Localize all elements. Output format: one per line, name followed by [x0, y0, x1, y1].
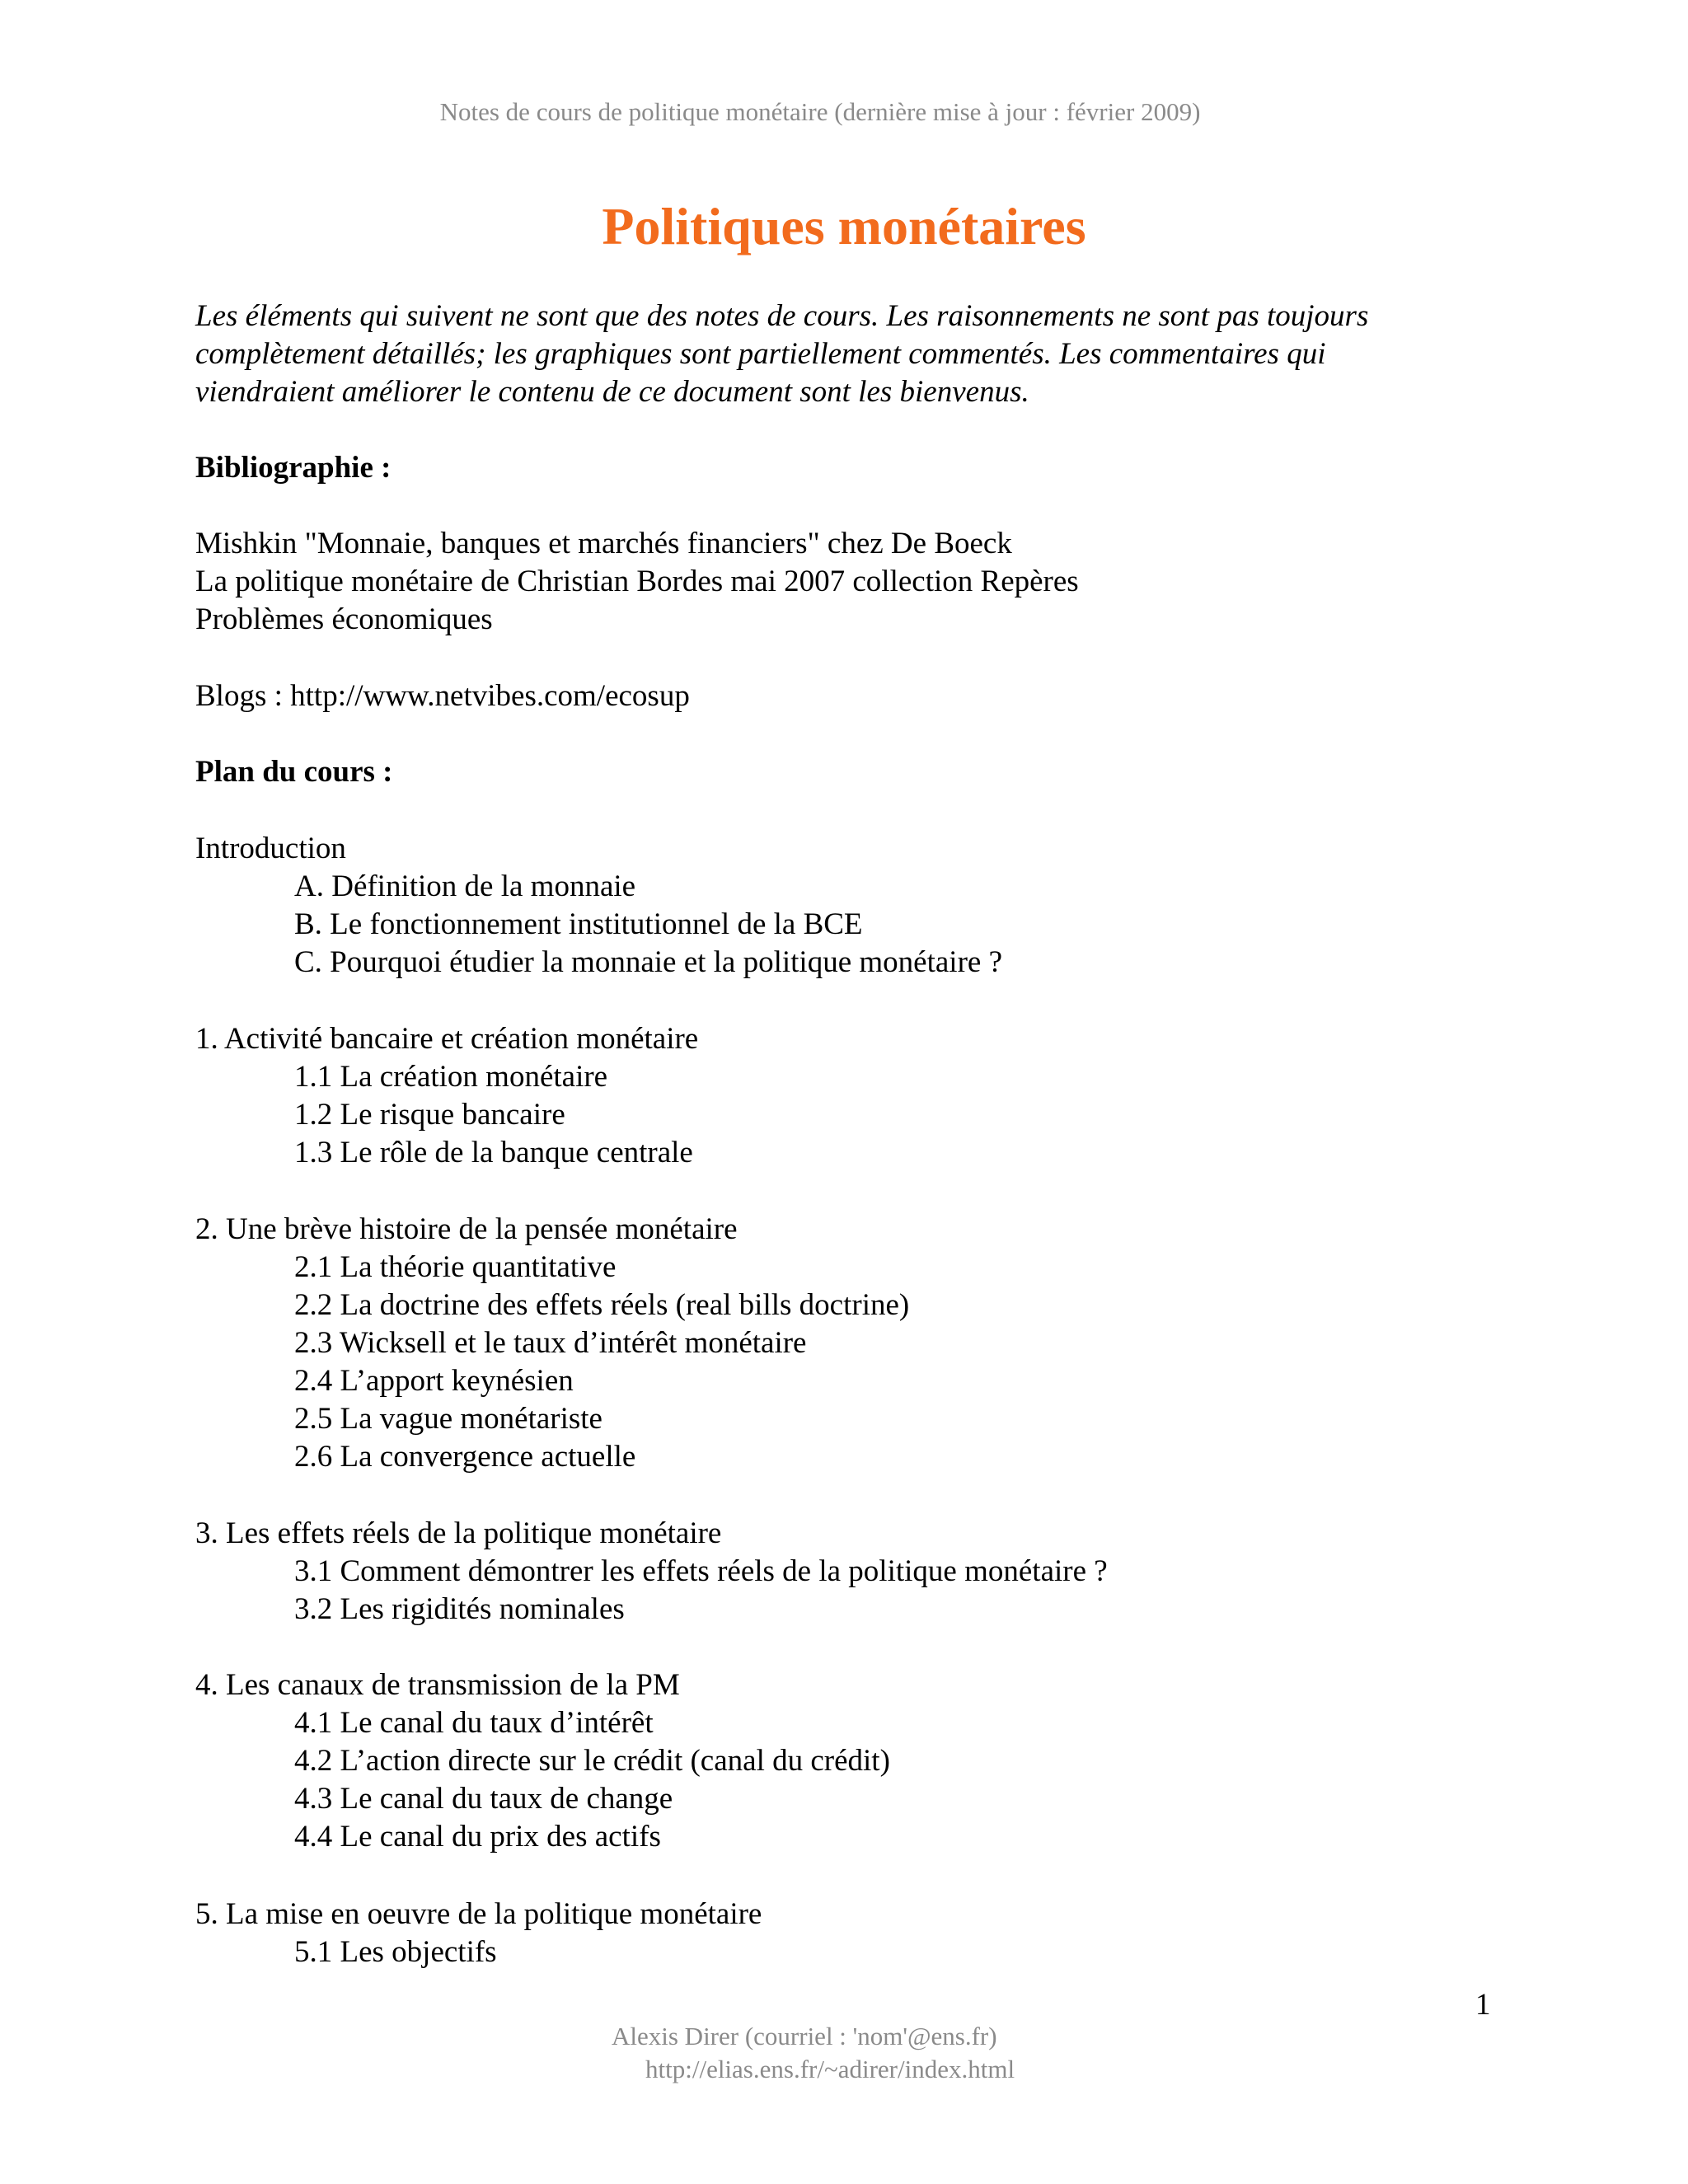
plan-item: 4.3 Le canal du taux de change — [294, 1782, 673, 1816]
plan-item: 2.3 Wicksell et le taux d’intérêt monétaire — [294, 1326, 807, 1360]
bibliography-heading: Bibliographie : — [195, 451, 392, 485]
footer-author: Alexis Direr (courriel : 'nom'@ens.fr) — [612, 2022, 997, 2050]
plan-item: 2.4 L’apport keynésien — [294, 1364, 574, 1398]
plan-item: 4.2 L’action directe sur le crédit (canal du crédit) — [294, 1744, 890, 1778]
plan-item: 5.1 Les objectifs — [294, 1935, 497, 1969]
plan-section-title: Introduction — [195, 832, 346, 865]
page-number: 1 — [1475, 1988, 1491, 2022]
document-title: Politiques monétaires — [602, 197, 1086, 255]
blogs-link: Blogs : http://www.netvibes.com/ecosup — [195, 679, 690, 713]
plan-section-title: 2. Une brève histoire de la pensée monétaire — [195, 1212, 738, 1246]
intro-note-line: complètement détaillés; les graphiques sont partiellement commentés. Les commentaires qui — [195, 337, 1326, 371]
intro-note-line: Les éléments qui suivent ne sont que des notes de cours. Les raisonnements ne sont pas toujours — [195, 299, 1369, 333]
plan-section-3 — [195, 1515, 1108, 1629]
bibliography-list — [195, 525, 1079, 639]
plan-item: B. Le fonctionnement institutionnel de la BCE — [294, 907, 863, 941]
plan-section-title: 4. Les canaux de transmission de la PM — [195, 1668, 680, 1702]
plan-section-title: 1. Activité bancaire et création monétaire — [195, 1022, 699, 1056]
plan-item: 2.2 La doctrine des effets réels (real bills doctrine) — [294, 1288, 910, 1322]
plan-item: 2.5 La vague monétariste — [294, 1402, 603, 1436]
plan-section-5 — [195, 1896, 762, 1971]
blogs-line — [195, 677, 690, 715]
plan-item: 2.6 La convergence actuelle — [294, 1440, 636, 1474]
bibliography-item: Mishkin "Monnaie, banques et marchés financiers" chez De Boeck — [195, 527, 1012, 560]
plan-item: 3.1 Comment démontrer les effets réels de la politique monétaire ? — [294, 1554, 1108, 1588]
plan-item: 3.2 Les rigidités nominales — [294, 1592, 625, 1626]
intro-note-line: viendraient améliorer le contenu de ce document sont les bienvenus. — [195, 375, 1029, 409]
plan-section-title: 5. La mise en oeuvre de la politique monétaire — [195, 1897, 762, 1931]
bibliography-item: Problèmes économiques — [195, 602, 493, 636]
plan-section-2 — [195, 1211, 909, 1476]
intro-note — [195, 298, 1531, 411]
footer-url: http://elias.ens.fr/~adirer/index.html — [645, 2055, 1015, 2083]
bibliography-item: La politique monétaire de Christian Bordes mai 2007 collection Repères — [195, 565, 1079, 598]
plan-item: 1.1 La création monétaire — [294, 1060, 608, 1094]
plan-item: 1.3 Le rôle de la banque centrale — [294, 1136, 693, 1169]
plan-item: 4.1 Le canal du taux d’intérêt — [294, 1706, 654, 1740]
plan-section-1 — [195, 1020, 698, 1172]
plan-item: A. Définition de la monnaie — [294, 869, 636, 903]
plan-item: 2.1 La théorie quantitative — [294, 1250, 617, 1284]
plan-item: 1.2 Le risque bancaire — [294, 1098, 565, 1132]
plan-section-introduction — [195, 830, 1002, 982]
plan-section-4 — [195, 1666, 890, 1856]
plan-item: C. Pourquoi étudier la monnaie et la politique monétaire ? — [294, 945, 1002, 979]
plan-heading: Plan du cours : — [195, 755, 393, 789]
running-header: Notes de cours de politique monétaire (dernière mise à jour : février 2009) — [439, 97, 1201, 126]
plan-item: 4.4 Le canal du prix des actifs — [294, 1820, 661, 1854]
plan-section-title: 3. Les effets réels de la politique monétaire — [195, 1516, 722, 1550]
